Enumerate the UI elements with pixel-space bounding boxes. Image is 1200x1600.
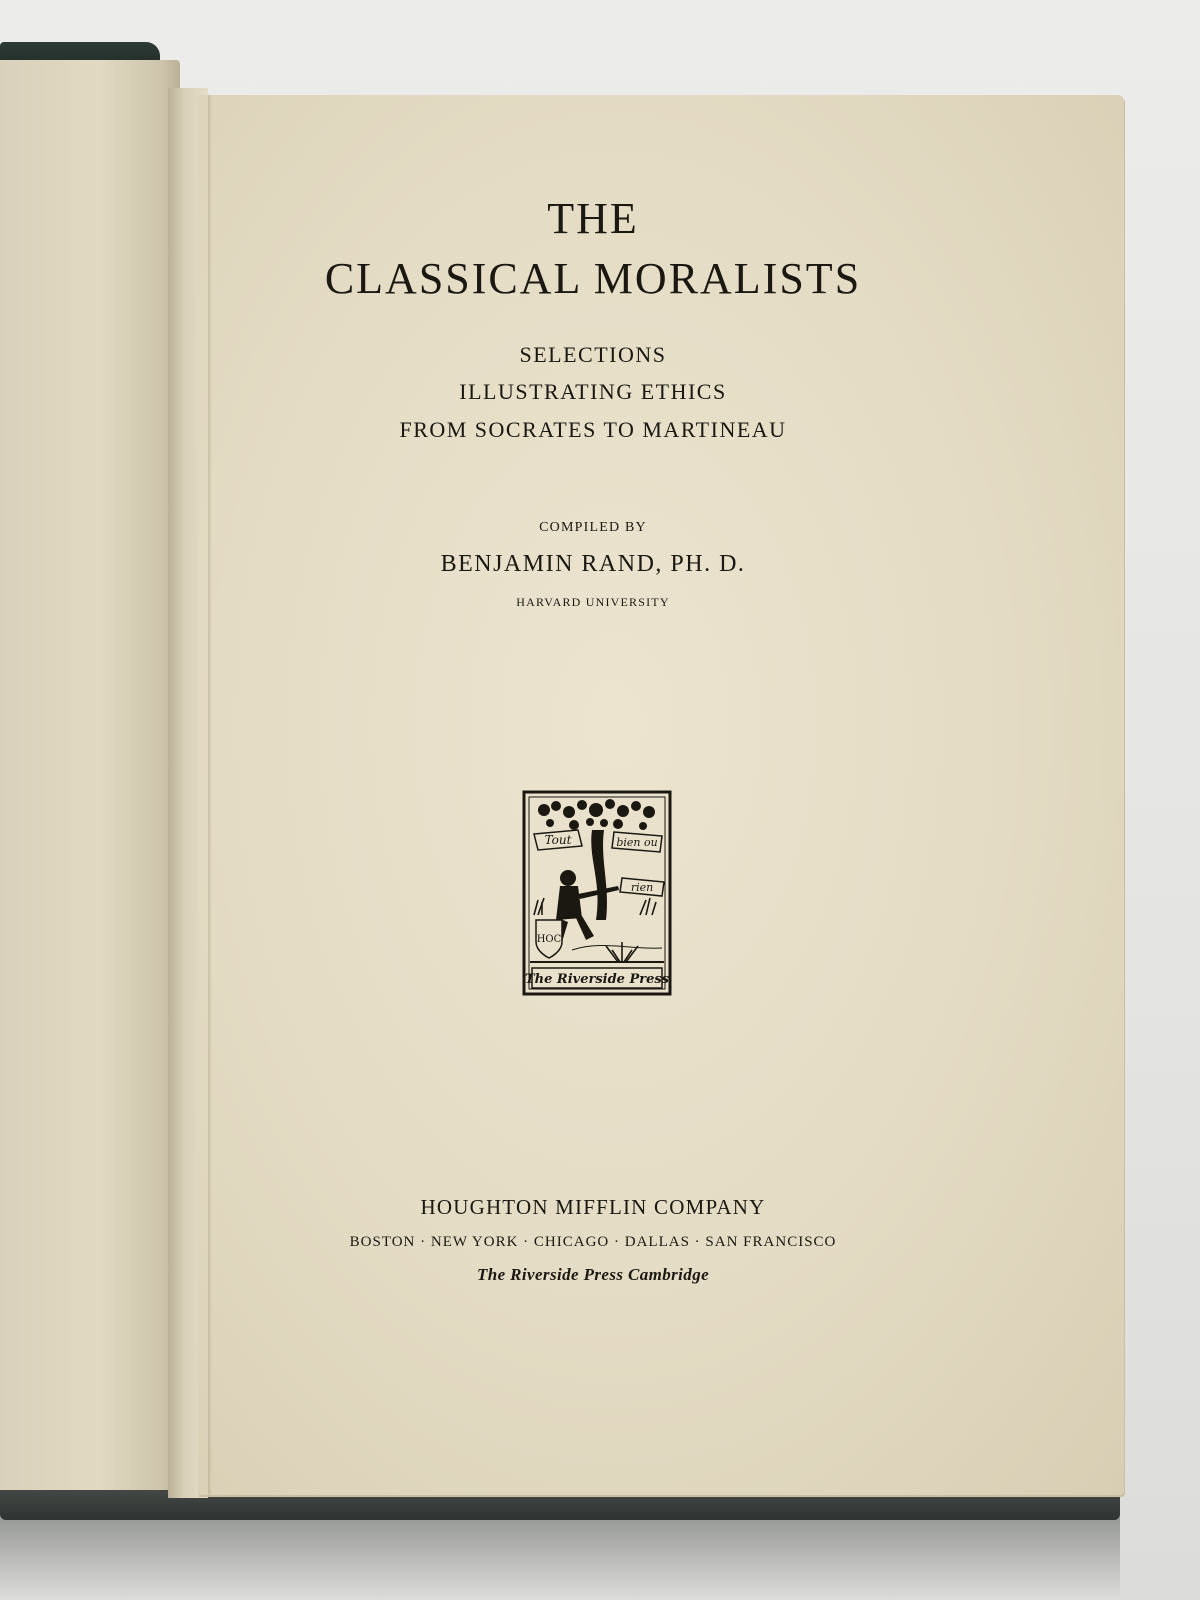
page-fold-shadow — [208, 95, 212, 1495]
subtitle-line-3: FROM SOCRATES TO MARTINEAU — [399, 417, 787, 442]
title-line-1: THE — [547, 194, 639, 243]
device-monogram: HOC — [536, 934, 562, 945]
motto-word-3: rien — [630, 881, 654, 894]
subtitle-line-1: SELECTIONS — [519, 342, 667, 367]
device-banner-text: The Riverside Press — [524, 972, 670, 987]
left-page-flyleaf — [0, 60, 180, 1490]
book-title: CLASSICAL MORALISTS — [324, 254, 862, 303]
publisher-cities: BOSTON · NEW YORK · CHICAGO · DALLAS · SAN FRANCISCO — [349, 1234, 837, 1250]
compiled-by-label: COMPILED BY — [539, 520, 647, 535]
motto-word-2: bien ou — [616, 836, 658, 849]
press-imprint: The Riverside Press Cambridge — [476, 1265, 710, 1284]
publisher-name: HOUGHTON MIFFLIN COMPANY — [420, 1195, 766, 1219]
author-name: BENJAMIN RAND, PH. D. — [440, 551, 746, 577]
motto-word-1: Tout — [544, 833, 572, 847]
riverside-press-colophon-icon — [522, 790, 672, 996]
subtitle-line-2: ILLUSTRATING ETHICS — [459, 379, 727, 404]
author-affiliation: HARVARD UNIVERSITY — [516, 595, 670, 609]
